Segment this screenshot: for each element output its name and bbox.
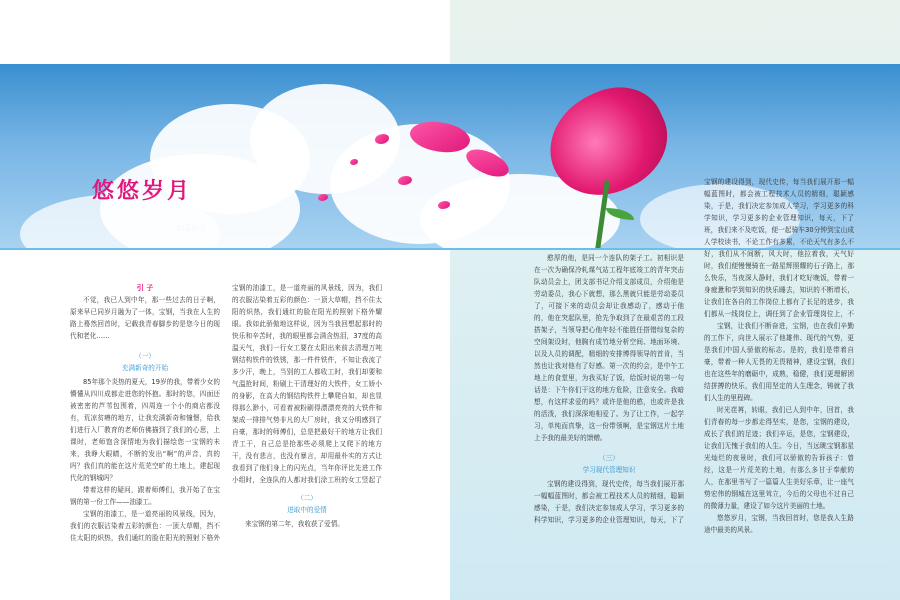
section1-paragraph: 带着这样的疑问，跟着师傅们，我开始了在宝钢的第一份工作——油漆工。 <box>70 486 220 506</box>
section1-paragraph: 85年那个炎热的夏天，19岁的我，带着少女的懵懂从四川成都走进您的怀抱。那时的您，四面还被密密的芦苇包围着，四周连一个小的商店都没有，荒凉贫瘠的地方，让我充满新奇和憧憬，给我们进行入厂教育的老师仿佛描到了我们的心思，上课时，老师饱含深情地为我们描绘您一宝钢的未来，我睁大眼睛，不断的发出“啊”的声音，真的吗？我们真的能在这片荒芜空旷的土地上，建起现代化的钢城吗？ <box>70 378 220 482</box>
section-number: （二） <box>297 494 317 502</box>
text-column-4 <box>704 176 854 536</box>
article-byline: 文/孟庆尧 <box>175 224 206 232</box>
section3-paragraph: 宝钢，让我们不断奋进，宝钢，也在我们辛勤的工作下，向世人展示了他雄伟、现代的气势，更是我们中国人骄傲的标志。是的，我们是带着自豪，带着一种人无畏的无畏精神，建设宝钢，我们也在这些年的磨砺中，成熟，稳健，我们更理解团结拼搏的快乐，我们用坚定的人生理念，铸就了我们人生的里程碑。 <box>704 322 854 402</box>
intro-text: 不觉，我已人到中年，那一些过去的日子啊，原来早已同岁月融为了一体，宝钢，当我在人生的路上蓦然回首时，记载我青春脚步的是您今日的现代和老化…… <box>70 296 220 340</box>
section-number: （一） <box>135 352 155 360</box>
text-column-3 <box>534 252 684 526</box>
section-title: 充满新奇的开始 <box>121 364 169 372</box>
section3-paragraph: 宝钢的建设得到，现代史传，每当我们展开那一幅幅蓝图时，都会被工程技术人员的精细，聪颖感染，于是，我们决定参加成人学习，学习更多的科学知识，学习更多的企业管理知识，每天，下了班，我们来不及吃饭，便一起骑车30分钟到宝山成人学校读书，不论工作有多累，不论天气有多么不好，我们从不间断，风大时，他拉着我，天气好时，我们便慢慢骑在一路星辉照耀的石子路上，那么快乐，当夜深人静时，我们才吃好晚饭，带着一身疲惫和学到知识的快乐睡去，知识的不断增长，让我们在各自的工作岗位上都有了长足的进步，我们都从一线岗位上，调任到了企业管理岗位上，不 <box>704 178 854 318</box>
section2-paragraph: 憨厚的他，是同一个连队的架子工。初相识是在一次为确保冷轧煤气站工程年底竣工的青年突击队动员会上，团支部书记介绍支部成员，介绍他是劳动委员，我心下就想，那么黑就只能是劳动委员了，可接下来的动员会却让我感动了，感动于他的，他在突起队里，抢先争取到了在最艰苦的工段搭架子，当领导把心他年轻不能胜任搭错综复杂的空间架设时，他胸有成竹地分析空间、地面环境、以及人员的调配，精细的安排博得领导的首肯，当然也让我对他有了好感。第一次的约会，是中午工地上的食堂里，为我买好了饭，给饭时说的第一句话是：下午你们干这的地方危险，注意安全。我暗想，有这样求爱的吗？或许是他的憨，也或许是我的活泼，我们深深地相爱了。为了让工作，一起学习，单纯而真挚，这一份带领啊，是宝钢这片土地上予我的最美好的馈赠。 <box>534 254 684 442</box>
section3-paragraph: 悠悠岁月，宝钢，当我回首时，您是我人生路途中最美的风景。 <box>704 514 854 534</box>
text-column-2 <box>232 282 382 530</box>
section1-paragraph: 宝钢的油漆工，是一道亮丽的风景线，因为，我们的衣服沾染着五彩的颜色：一顶大草帽，挡不住太阳的炽热，我们通红的脸在阳光的照射下格外 <box>70 510 220 542</box>
section3-paragraph: 宝钢的建设得到，现代史传，每当我们展开那一幅幅蓝图时，都会被工程技术人员的精细，聪颖感染，于是，我们决定参加成人学习，学习更多的科学知识，学习更多的企业管理知识，每天，下了 <box>534 480 684 524</box>
text-column-1 <box>70 282 220 544</box>
section1-paragraph-continued: 宝钢的油漆工，是一道亮丽的风景线，因为，我们的衣服沾染着五彩的颜色：一顶大草帽，挡不住太阳的炽热，我们通红的脸在阳光的照射下格外耀眼。我如此骄傲地这样说，因为当我回想起那时的快乐和辛苦时，我的眼里都会满含热泪，37度的高温天气，我们一行女工要在太阳出来前去清理万吨钢结构铁件的铁锈，那一件件铁件，不知让我流了多少汗，晚上，当别的工人都收工时，我们却要和气温抢时间，粉刷上干清理好的大铁件，女工娇小的身影，在高大的钢结构铁件上攀爬自如，却也显得那么渺小，可看着被粉刷得漂漂亮亮的大铁件和架成一排排气势非凡的大厂房时，我又分明感到了自豪，那时的师傅们，总是把最好干的地方让我们青工干，自己总是抢那些必须爬上又爬下的地方干，没有悲言，也没有暴言，却用最朴实的方式让我看到了他们身上的闪光点，当年你评比先进工作小组时，全连队的人都对我们涂工班的女工竖起了 <box>232 284 382 484</box>
section-title: 进取中的爱情 <box>287 506 327 514</box>
intro-heading: 引 子 <box>136 284 154 292</box>
section2-paragraph: 来宝钢的第二年，我收获了爱情。 <box>245 520 344 528</box>
petal-shape <box>318 194 328 201</box>
section-number: （三） <box>599 454 619 462</box>
section-title: 学习现代管理知识 <box>582 466 636 474</box>
section3-paragraph: 时光荏苒，转眼，我们已人到中年，回首，我们青春的每一步都走得坚实，是您，宝钢的建设，成长了我们的足迹；我们辛运，是您，宝钢建设，让我们无愧于我们的人生。今日，当远眺宝钢那星光灿烂的夜景时，我们可以骄傲的告诉孩子：曾经，这是一片荒芜的土地，有那么多甘于奉献的人，在那里书写了一篇篇人生美好乐章，让一座气势宏伟的钢城在这里耸立，今后的父母也不过自己的微薄力量，建设了如今这片美丽的土地。 <box>704 406 854 510</box>
article-title: 悠悠岁月 <box>92 179 193 204</box>
